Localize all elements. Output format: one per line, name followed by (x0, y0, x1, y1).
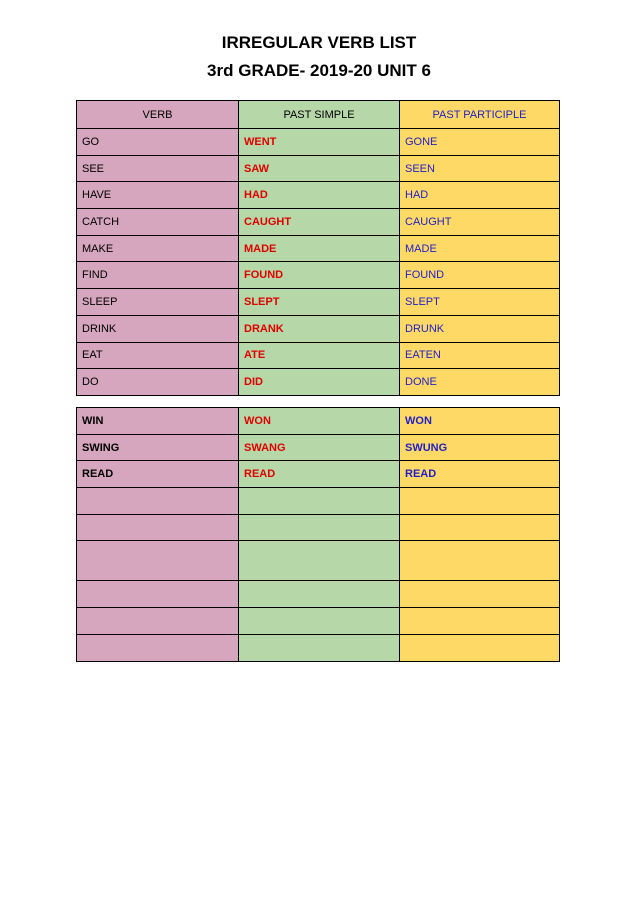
verb-cell: CATCH (77, 209, 239, 236)
past-simple-cell: WON (239, 408, 400, 435)
table-row-empty (77, 634, 560, 661)
verb-cell: DRINK (77, 315, 239, 342)
table-row (77, 209, 560, 236)
verb-cell (77, 634, 239, 661)
table-row (77, 434, 560, 461)
verb-cell (77, 514, 239, 541)
past-participle-cell: READ (400, 461, 560, 488)
past-participle-cell: SWUNG (400, 434, 560, 461)
past-participle-cell: SEEN (400, 155, 560, 182)
table-row (77, 155, 560, 182)
verb-cell: WIN (77, 408, 239, 435)
past-simple-cell: SAW (239, 155, 400, 182)
past-participle-cell: CAUGHT (400, 209, 560, 236)
table-row-empty (77, 488, 560, 515)
past-simple-cell (239, 581, 400, 608)
table-row (77, 408, 560, 435)
past-simple-cell: DRANK (239, 315, 400, 342)
verb-cell: GO (77, 129, 239, 156)
verb-cell: SLEEP (77, 289, 239, 316)
past-simple-cell: HAD (239, 182, 400, 209)
table-row (77, 262, 560, 289)
past-participle-cell (400, 634, 560, 661)
past-simple-cell (239, 608, 400, 635)
past-simple-cell: DID (239, 369, 400, 396)
past-participle-cell: DONE (400, 369, 560, 396)
page-title: IRREGULAR VERB LIST (221, 33, 417, 52)
header-verb: VERB (77, 101, 239, 129)
table-row (77, 315, 560, 342)
past-participle-cell: WON (400, 408, 560, 435)
past-simple-cell: CAUGHT (239, 209, 400, 236)
extra-verb-table (76, 407, 560, 662)
past-simple-cell (239, 514, 400, 541)
past-participle-cell (400, 514, 560, 541)
verb-cell (77, 581, 239, 608)
verb-cell (77, 541, 239, 581)
verb-cell: MAKE (77, 235, 239, 262)
header-past-participle: PAST PARTICIPLE (400, 101, 560, 129)
table-row (77, 369, 560, 396)
table-row (77, 182, 560, 209)
past-participle-cell (400, 581, 560, 608)
past-participle-cell: SLEPT (400, 289, 560, 316)
verb-cell: READ (77, 461, 239, 488)
past-participle-cell: GONE (400, 129, 560, 156)
verb-cell: DO (77, 369, 239, 396)
past-participle-cell (400, 488, 560, 515)
page-subtitle: 3rd GRADE- 2019-20 UNIT 6 (207, 61, 431, 80)
past-participle-cell: EATEN (400, 342, 560, 369)
past-simple-cell (239, 634, 400, 661)
table-row-empty (77, 541, 560, 581)
table-row (77, 461, 560, 488)
past-simple-cell: WENT (239, 129, 400, 156)
past-simple-cell: SWANG (239, 434, 400, 461)
past-participle-cell: HAD (400, 182, 560, 209)
table-row (77, 342, 560, 369)
table-row (77, 129, 560, 156)
verb-cell: SWING (77, 434, 239, 461)
verb-cell: EAT (77, 342, 239, 369)
table-row-empty (77, 581, 560, 608)
verb-cell: HAVE (77, 182, 239, 209)
past-simple-cell (239, 488, 400, 515)
table-row (77, 289, 560, 316)
past-participle-cell: MADE (400, 235, 560, 262)
table-row-empty (77, 608, 560, 635)
verb-cell (77, 488, 239, 515)
past-simple-cell (239, 541, 400, 581)
past-participle-cell (400, 541, 560, 581)
table-row-empty (77, 514, 560, 541)
irregular-verb-table (76, 100, 560, 396)
table-row (77, 235, 560, 262)
past-simple-cell: SLEPT (239, 289, 400, 316)
past-simple-cell: READ (239, 461, 400, 488)
past-simple-cell: FOUND (239, 262, 400, 289)
past-participle-cell: FOUND (400, 262, 560, 289)
verb-cell: FIND (77, 262, 239, 289)
verb-cell: SEE (77, 155, 239, 182)
verb-cell (77, 608, 239, 635)
past-simple-cell: MADE (239, 235, 400, 262)
past-simple-cell: ATE (239, 342, 400, 369)
past-participle-cell: DRUNK (400, 315, 560, 342)
past-participle-cell (400, 608, 560, 635)
table-header-row (77, 101, 560, 129)
header-past-simple: PAST SIMPLE (239, 101, 400, 129)
